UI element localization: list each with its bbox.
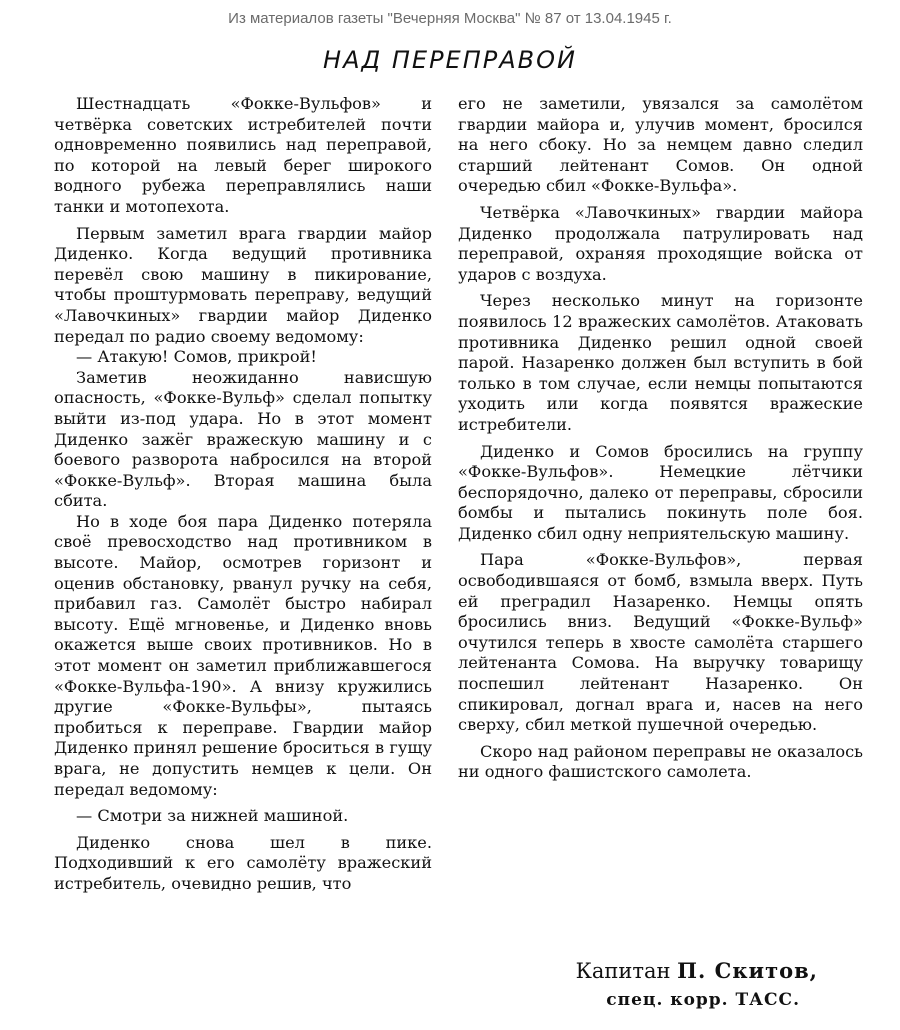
paragraph: Шестнадцать «Фокке-Вульфов» и четвёрка советских истребителей почти одновременно появились над переправой, по которой на левый берег широкого водного рубежа переправлялись наши танки и мотопехота. <box>54 94 432 216</box>
author-rank: Капитан <box>575 959 671 983</box>
paragraph: его не заметили, увязался за самолётом гвардии майора и, улучив момент, бросился на него сбоку. Но за немцем давно следил старший лейтенант Сомов. Он одной очередью сбил «Фокке-Вульфа». <box>458 94 863 196</box>
author-position: спец. корр. ТАСС. <box>606 990 800 1010</box>
paragraph: Пара «Фокке-Вульфов», первая освободившаяся от бомб, взмыла вверх. Путь ей преградил Назаренко. Немцы опять бросились вниз. Ведущий «Фокке-Вульф» очутился теперь в хвосте самолёта старшего лейтенанта Сомова. На выручку товарищу поспешил лейтенант Назаренко. Он спикировал, догнал врага и, насев на него сверху, сбил меткой пушечной очередью. <box>458 550 863 735</box>
paragraph: Заметив неожиданно нависшую опасность, «Фокке-Вульф» сделал попытку выйти из-под удара. Но в этот момент Диденко зажёг вражескую машину и с боевого разворота набросился на второй «Фокке-Вульф». Вторая машина была сбита. <box>54 367 432 511</box>
paragraph: Первым заметил врага гвардии майор Диденко. Когда ведущий противника перевёл свою машину в пикирование, чтобы проштурмовать переправу, ведущий «Лавочкиных» гвардии майор Диденко передал по радио своему ведомому: <box>54 223 432 346</box>
paragraph: Диденко снова шел в пике. Подходивший к его самолёту вражеский истребитель, очевидно решив, что <box>54 832 432 893</box>
paragraph: Четвёрка «Лавочкиных» гвардии майора Диденко продолжала патрулировать над переправой, охраняя проходящие войска от ударов с воздуха. <box>458 202 863 284</box>
paragraph: Диденко и Сомов бросились на группу «Фокке-Вульфов». Немецкие лётчики беспорядочно, далеко от переправы, сбросили бомбы и пытались покинуть поле боя. Диденко сбил одну неприятельскую машину. <box>458 441 863 543</box>
source-caption: Из материалов газеты "Вечерняя Москва" № 87 от 13.04.1945 г. <box>228 10 672 27</box>
author-name: П. Скитов, <box>677 958 818 983</box>
right-column <box>458 94 863 783</box>
quote-line: — Атакую! Сомов, прикрой! <box>76 347 317 367</box>
paragraph: Но в ходе боя пара Диденко потеряла своё превосходство над противником в высоте. Майор, осмотрев горизонт и оценив обстановку, рванул ручку на себя, прибавил газ. Самолёт быстро набирал высоту. Ещё мгновенье, и Диденко вновь окажется выше своих противников. Но в этот момент он заметил приближавшегося «Фокке-Вульфа-190». А внизу кружились другие «Фокке-Вульфы», пытаясь пробиться к переправе. Гвардии майор Диденко принял решение броситься в гущу врага, не допустить немцев к цели. Он передал ведомому: <box>54 511 432 799</box>
article-title: НАД ПЕРЕПРАВОЙ <box>323 46 577 74</box>
paragraph: Скоро над районом переправы не оказалось ни одного фашистского самолета. <box>458 741 863 782</box>
author-line <box>576 958 818 983</box>
quote-line: — Смотри за нижней машиной. <box>76 806 349 826</box>
left-column <box>54 94 432 895</box>
paragraph: Через несколько минут на горизонте появилось 12 вражеских самолётов. Атаковать противника Диденко решил одной своей парой. Назаренко должен был вступить в бой только в том случае, если немцы попытаются уходить или когда появятся вражеские истребители. <box>458 291 863 434</box>
